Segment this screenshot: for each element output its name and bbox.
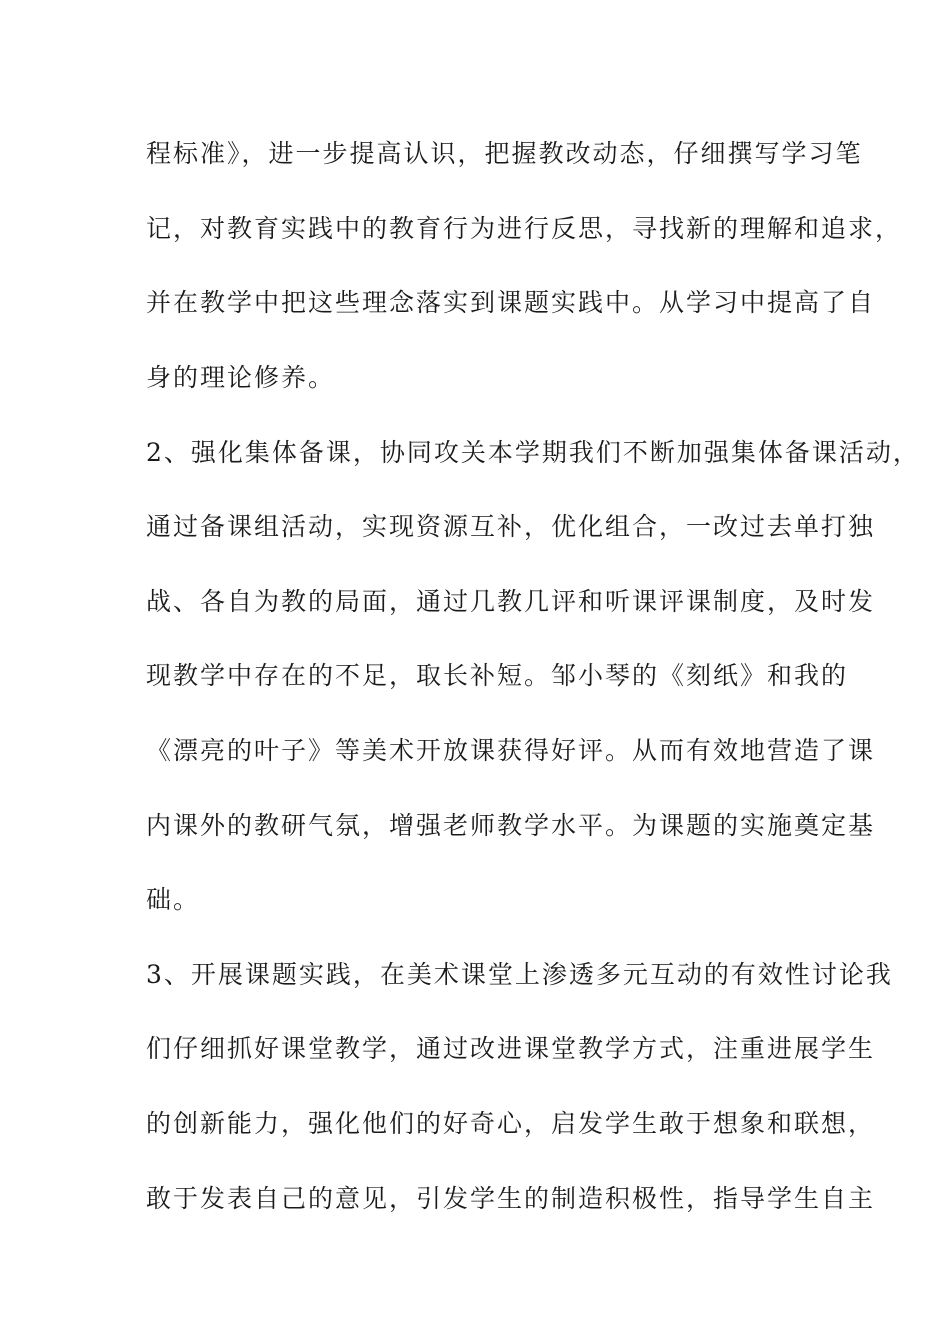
paragraph-line: 础。 [146,885,201,914]
paragraph-line: 们仔细抓好课堂教学，通过改进课堂教学方式，注重进展学生 [146,1034,876,1063]
paragraph-line: 记，对教育实践中的教育行为进行反思，寻找新的理解和追求， [146,214,903,243]
paragraph-line: 战、各自为教的局面，通过几教几评和听课评课制度，及时发 [146,587,876,616]
paragraph-line: 的创新能力，强化他们的好奇心，启发学生敢于想象和联想， [146,1109,876,1138]
paragraph-line: 程标准》，进一步提高认识，把握教改动态，仔细撰写学习笔 [146,139,863,168]
paragraph-line: 敢于发表自己的意见，引发学生的制造积极性，指导学生自主 [146,1184,876,1213]
paragraph-line: 现教学中存在的不足，取长补短。邹小琴的《刻纸》和我的 [146,661,849,690]
paragraph-line: 3、开展课题实践，在美术课堂上渗透多元互动的有效性讨论我 [146,960,893,989]
paragraph-line: 通过备课组活动，实现资源互补，优化组合，一改过去单打独 [146,512,876,541]
paragraph-line: 并在教学中把这些理念落实到课题实践中。从学习中提高了自 [146,288,876,317]
paragraph-line: 《漂亮的叶子》等美术开放课获得好评。从而有效地营造了课 [146,736,876,765]
paragraph-line: 内课外的教研气氛，增强老师教学水平。为课题的实施奠定基 [146,811,876,840]
paragraph-line: 身的理论修养。 [146,363,336,392]
paragraph-line: 2、强化集体备课，协同攻关本学期我们不断加强集体备课活动， [146,438,920,467]
